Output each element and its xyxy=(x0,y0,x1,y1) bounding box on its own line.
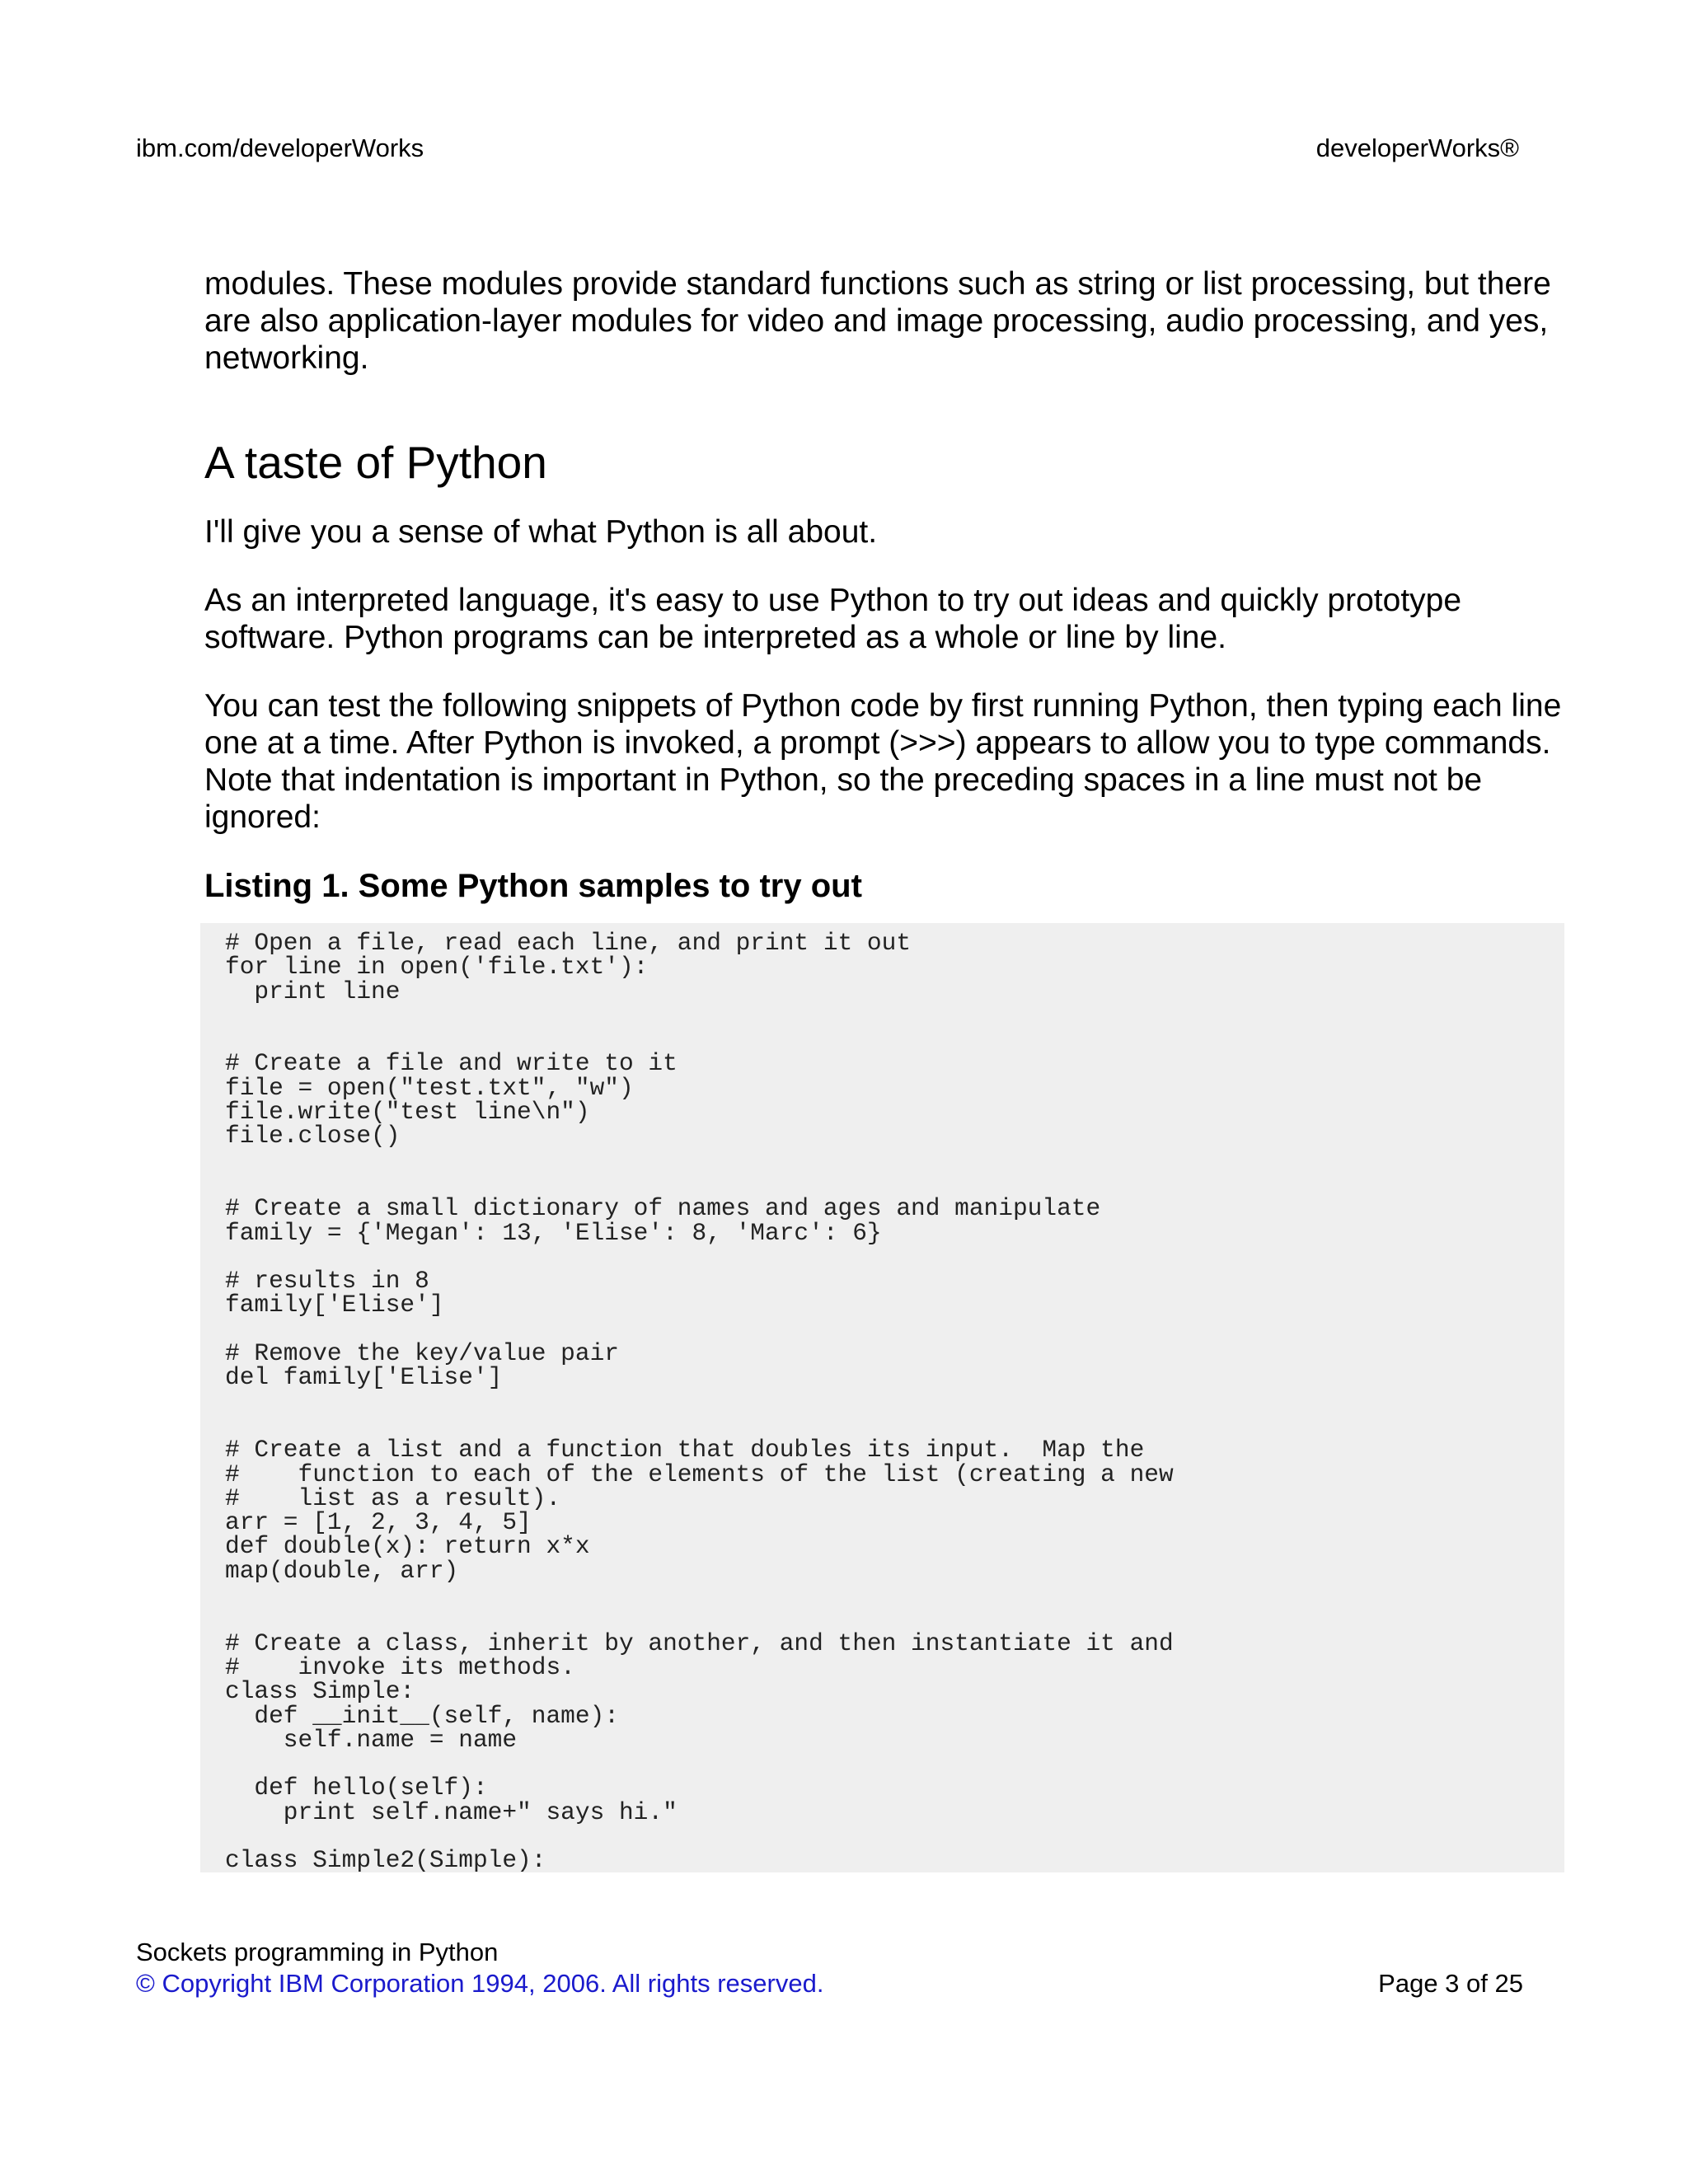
code-line xyxy=(225,1390,1564,1414)
code-line: def __init__(self, name): xyxy=(225,1701,619,1730)
footer-doc-title: Sockets programming in Python xyxy=(136,1938,499,1966)
intro-paragraph: modules. These modules provide standard functions such as string or list processing, but there are also application-layer modules for video and image processing, audio processing, and yes, networking. xyxy=(204,266,1551,376)
code-line xyxy=(225,1173,1564,1197)
code-line: file.close() xyxy=(225,1122,401,1151)
code-line: # invoke its methods. xyxy=(225,1652,575,1681)
code-line xyxy=(225,1149,1564,1173)
code-line: # Create a list and a function that doubles its input. Map the xyxy=(225,1436,1145,1465)
code-line: map(double, arr) xyxy=(225,1556,459,1585)
code-listing xyxy=(200,923,1564,1872)
page-header xyxy=(136,132,1519,165)
listing-title: Listing 1. Some Python samples to try out xyxy=(204,868,862,904)
section-paragraph-2: As an interpreted language, it's easy to use Python to try out ideas and quickly prototype software. Python programs can be interpreted as a whole or line by line. xyxy=(204,583,1462,655)
code-line: # Open a file, read each line, and print it out xyxy=(225,929,912,957)
footer-row xyxy=(136,1968,1523,1999)
code-line xyxy=(225,1607,1564,1631)
code-line: arr = [1, 2, 3, 4, 5] xyxy=(225,1508,532,1537)
code-line xyxy=(225,1583,1564,1607)
page-number: Page 3 of 25 xyxy=(1378,1969,1523,1998)
code-line: # Create a small dictionary of names and ages and manipulate xyxy=(225,1194,1101,1223)
code-line: # list as a result). xyxy=(225,1483,561,1512)
section-paragraph-1: I'll give you a sense of what Python is all about. xyxy=(204,514,878,550)
code-line: for line in open('file.txt'): xyxy=(225,953,649,982)
code-line: print self.name+" says hi." xyxy=(225,1797,678,1826)
code-line: # results in 8 xyxy=(225,1267,429,1296)
code-line xyxy=(225,1752,1564,1776)
code-line: family['Elise'] xyxy=(225,1291,444,1319)
code-line: file.write("test line\n") xyxy=(225,1098,590,1127)
code-line: file = open("test.txt", "w") xyxy=(225,1073,634,1102)
code-line: print line xyxy=(225,977,401,1005)
code-line xyxy=(225,1245,1564,1269)
code-line xyxy=(225,1028,1564,1052)
article-content xyxy=(204,265,1573,910)
code-line: # function to each of the elements of the list (creating a new xyxy=(225,1460,1174,1488)
copyright-link[interactable]: © Copyright IBM Corporation 1994, 2006. All rights reserved. xyxy=(136,1969,824,1998)
header-brand: developerWorks® xyxy=(1315,134,1519,162)
code-line: # Create a class, inherit by another, and then instantiate it and xyxy=(225,1629,1174,1657)
code-line: def double(x): return x*x xyxy=(225,1532,590,1561)
code-line xyxy=(225,1318,1564,1342)
code-line: # Create a file and write to it xyxy=(225,1049,678,1078)
code-line xyxy=(225,1414,1564,1438)
section-title: A taste of Python xyxy=(204,437,547,488)
header-site-url: ibm.com/developerWorks xyxy=(136,134,424,162)
code-line: family = {'Megan': 13, 'Elise': 8, 'Marc': 6} xyxy=(225,1218,882,1247)
code-line xyxy=(225,1004,1564,1028)
code-line: del family['Elise'] xyxy=(225,1363,503,1392)
page-footer xyxy=(136,1937,1523,1999)
code-line: def hello(self): xyxy=(225,1774,488,1802)
code-line xyxy=(225,1825,1564,1849)
section-paragraph-3: You can test the following snippets of Python code by first running Python, then typing each line one at a time. After Python is invoked, a prompt (>>>) appears to allow you to type commands. Note that indentation is important in Python, so the preceding spaces in a line must not be ignored: xyxy=(204,688,1562,835)
code-line: class Simple2(Simple): xyxy=(225,1846,546,1872)
code-line: class Simple: xyxy=(225,1677,415,1706)
code-line: self.name = name xyxy=(225,1725,518,1754)
code-line: # Remove the key/value pair xyxy=(225,1339,619,1368)
